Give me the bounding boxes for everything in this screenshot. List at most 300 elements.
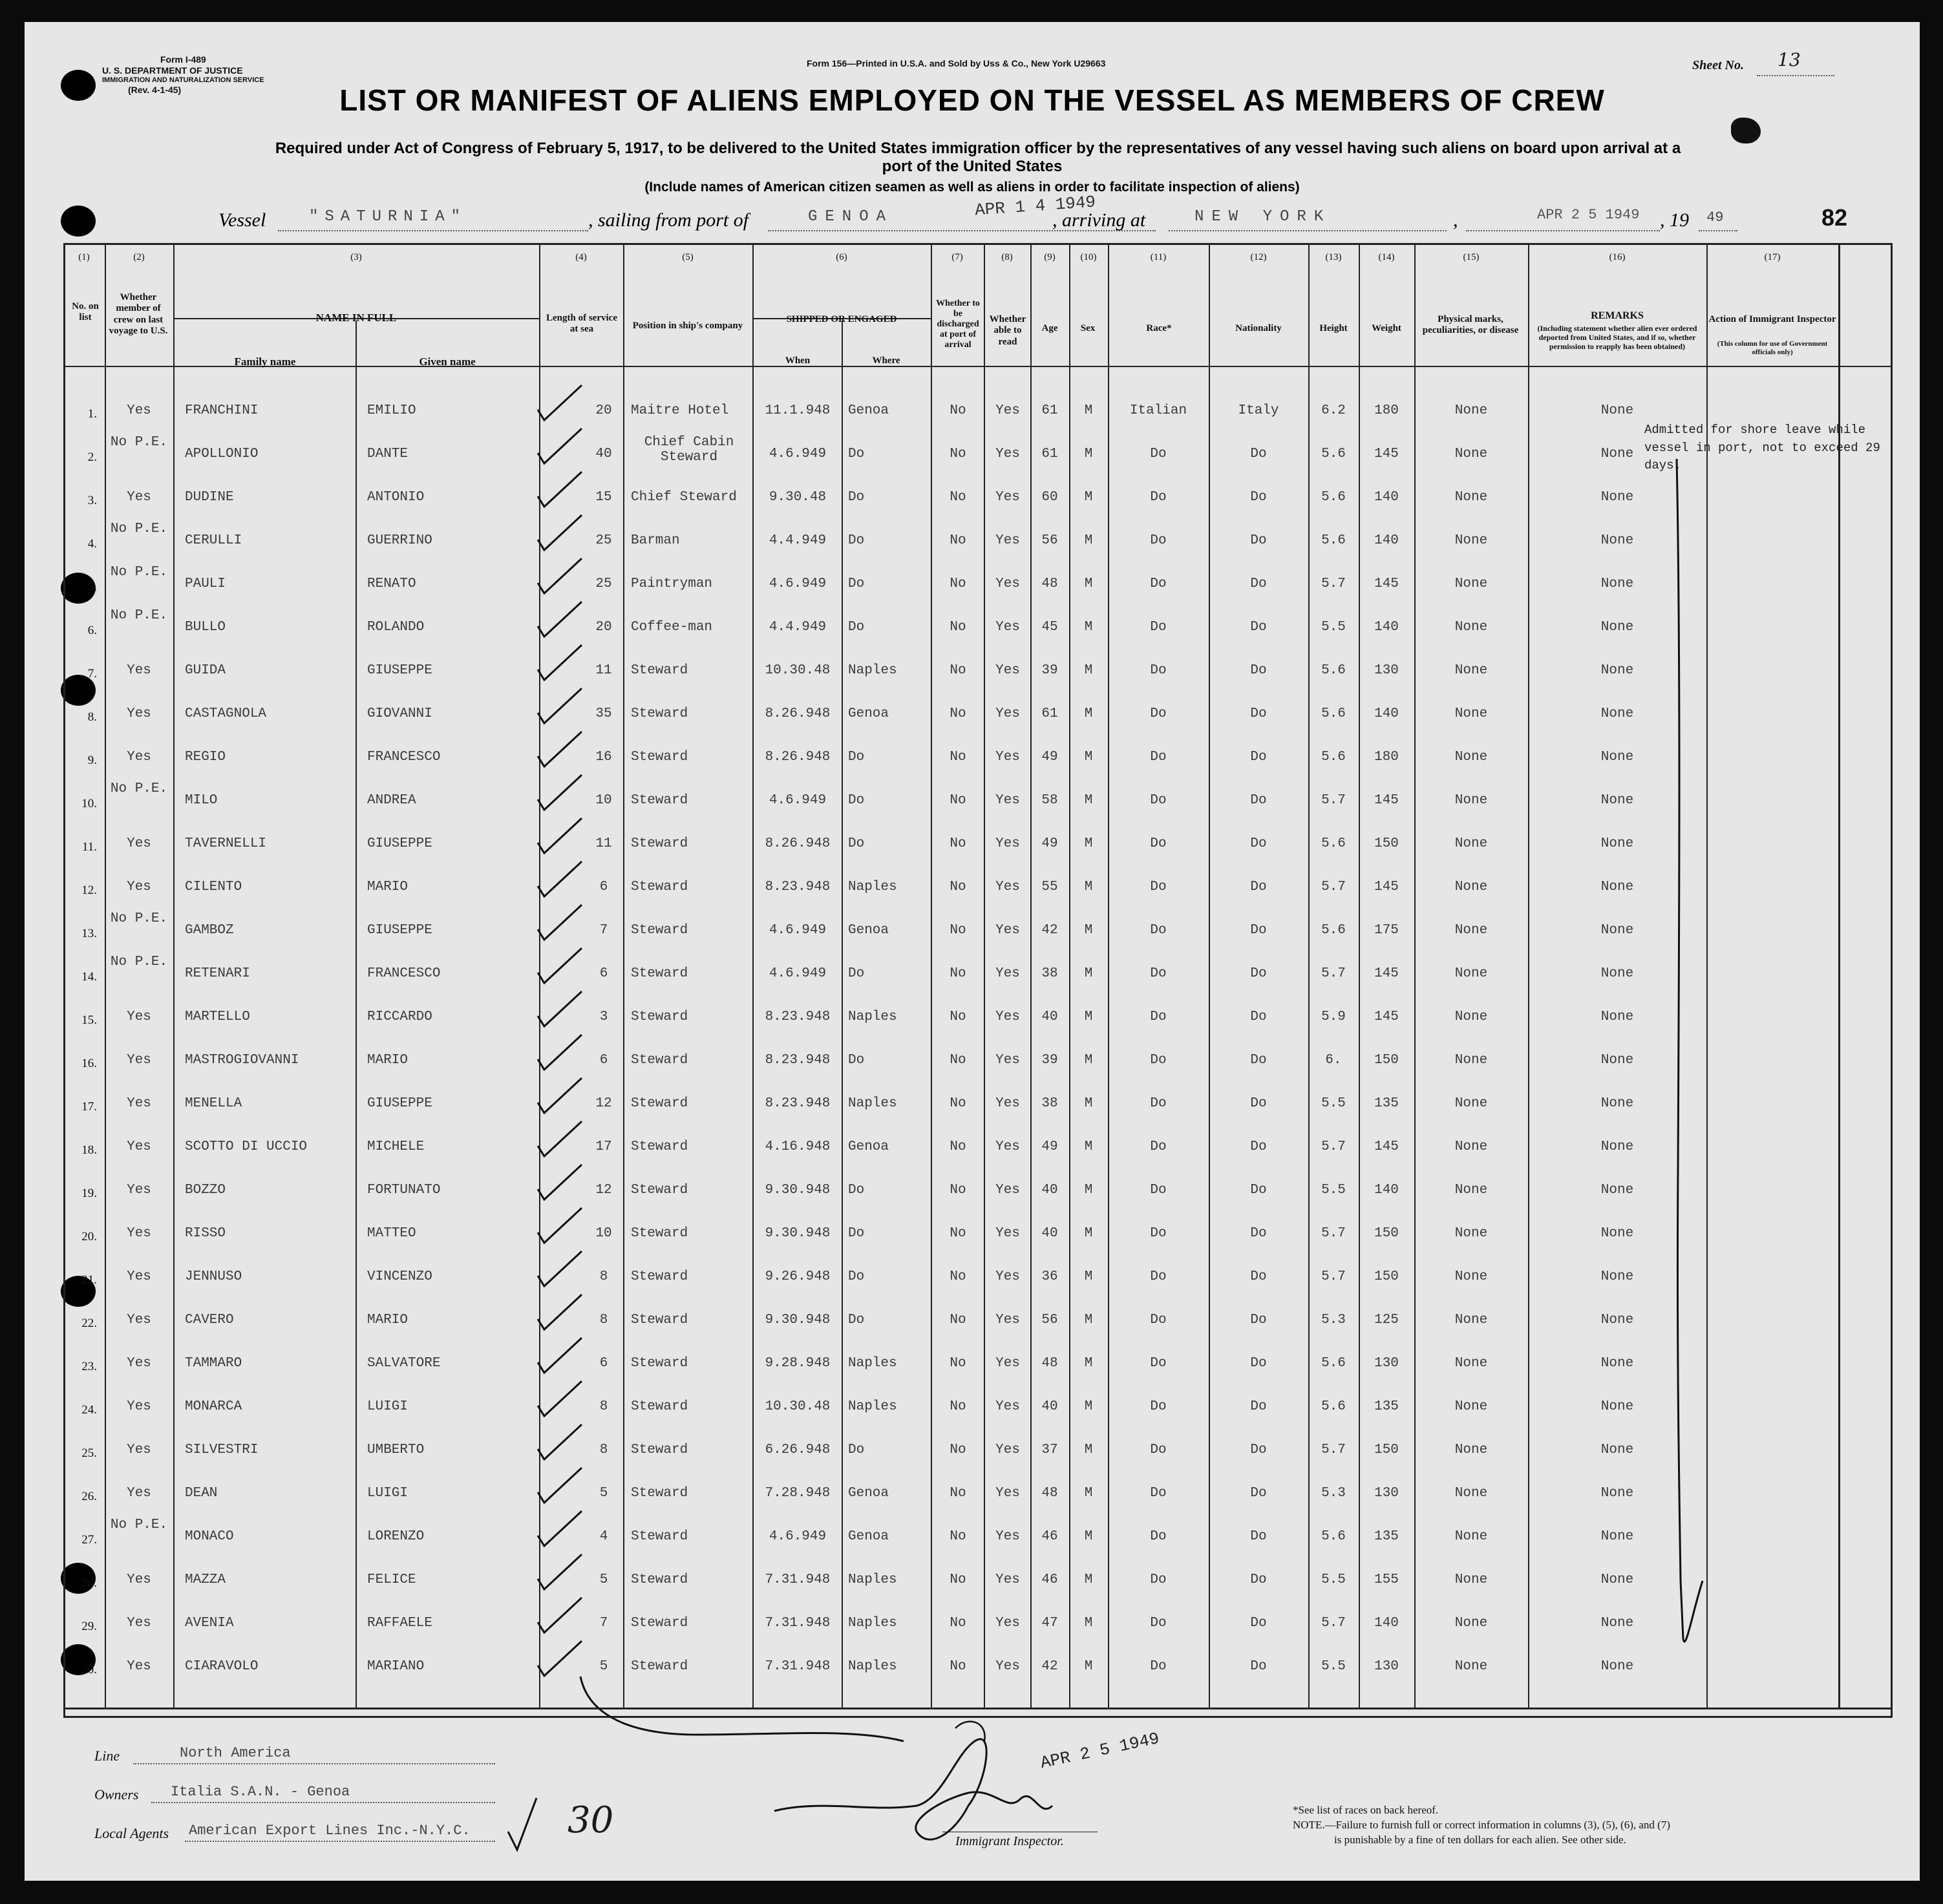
prev-voyage: No P.E. (110, 955, 168, 969)
given-name: SALVATORE (367, 1356, 441, 1371)
given-name: GUERRINO (367, 533, 432, 548)
height: 5.7 (1321, 1139, 1346, 1154)
height: 6. (1325, 1053, 1342, 1068)
physical-marks: None (1454, 706, 1488, 721)
col6-head: SHIPPED OR ENGAGED (786, 314, 897, 324)
race: Do (1150, 1096, 1167, 1111)
age: 37 (1041, 1443, 1058, 1457)
weight: 125 (1374, 1313, 1399, 1328)
physical-marks: None (1454, 1183, 1488, 1198)
prev-voyage: No P.E. (110, 608, 168, 623)
height: 5.6 (1321, 533, 1346, 548)
position: Steward (631, 1269, 688, 1284)
prev-voyage: Yes (127, 1226, 151, 1241)
column-number: (11) (1150, 252, 1167, 262)
race: Do (1150, 1183, 1167, 1198)
able-to-read: Yes (995, 663, 1020, 678)
family-name: DUDINE (185, 490, 234, 505)
physical-marks: None (1454, 1486, 1488, 1501)
family-name: AVENIA (185, 1616, 234, 1631)
row-number: 30. (81, 1663, 97, 1677)
shipped-when: 8.23.948 (765, 880, 831, 894)
owners-underline (151, 1802, 495, 1803)
port-to-line (1169, 230, 1447, 231)
height: 5.6 (1321, 706, 1346, 721)
position: Steward (631, 1572, 688, 1587)
height: 5.7 (1321, 1226, 1346, 1241)
physical-marks: None (1454, 1313, 1488, 1328)
shipped-when: 9.30.948 (765, 1313, 831, 1328)
check-mark (535, 1550, 587, 1596)
race: Do (1150, 1269, 1167, 1284)
discharged: No (950, 1572, 966, 1587)
department: U. S. DEPARTMENT OF JUSTICE (102, 65, 243, 76)
sex: M (1084, 1096, 1093, 1111)
age: 58 (1041, 793, 1058, 808)
agents-value: American Export Lines Inc.-N.Y.C. (189, 1823, 471, 1839)
check-mark (535, 425, 587, 470)
given-name: GIUSEPPE (367, 663, 432, 678)
row-number: 1. (87, 407, 97, 421)
arriving-label: , arriving at (1052, 209, 1146, 231)
remarks: None (1600, 663, 1634, 678)
able-to-read: Yes (995, 1010, 1020, 1024)
row-number: 18. (81, 1143, 97, 1157)
weight: 130 (1374, 663, 1399, 678)
height: 5.6 (1321, 836, 1346, 851)
race: Do (1150, 1529, 1167, 1544)
weight: 140 (1374, 490, 1399, 505)
comma: , (1453, 209, 1458, 231)
column-number: (16) (1609, 252, 1626, 262)
col7-head: Whether to be discharged at port of arrival (936, 299, 980, 350)
sex: M (1084, 706, 1093, 721)
weight: 130 (1374, 1356, 1399, 1371)
nationality: Do (1250, 1183, 1267, 1198)
col17-sub: (This column for use of Government officials only) (1717, 340, 1828, 356)
remarks: None (1600, 750, 1634, 765)
height: 5.7 (1321, 576, 1346, 591)
position: Steward (631, 1529, 688, 1544)
given-name: MARIO (367, 1053, 409, 1068)
position: Steward (631, 706, 688, 721)
given-name: FRANCESCO (367, 750, 441, 765)
year-value: 49 (1706, 209, 1724, 226)
discharged: No (950, 1616, 966, 1631)
line-label: Line (94, 1748, 120, 1764)
sex: M (1084, 836, 1093, 851)
nationality: Italy (1238, 403, 1279, 418)
given-name: FELICE (367, 1572, 416, 1587)
discharged: No (950, 1139, 966, 1154)
row-number: 26. (81, 1490, 97, 1503)
sex: M (1084, 663, 1093, 678)
age: 42 (1041, 923, 1058, 938)
height: 5.7 (1321, 1616, 1346, 1631)
prev-voyage: No P.E. (110, 435, 168, 450)
physical-marks: None (1454, 620, 1488, 635)
column-number: (7) (951, 252, 963, 262)
prev-voyage: Yes (127, 1356, 151, 1371)
family-name: MARTELLO (185, 1010, 250, 1024)
physical-marks: None (1454, 1572, 1488, 1587)
shipped-where: Do (848, 793, 865, 808)
able-to-read: Yes (995, 1529, 1020, 1544)
shipped-when: 7.31.948 (765, 1659, 831, 1674)
prev-voyage: Yes (127, 706, 151, 721)
race: Do (1150, 1313, 1167, 1328)
prev-voyage: Yes (127, 880, 151, 894)
sex: M (1084, 1139, 1093, 1154)
nationality: Do (1250, 880, 1267, 894)
shipped-where: Naples (848, 1356, 897, 1371)
race: Do (1150, 923, 1167, 938)
shipped-when: 4.6.949 (769, 447, 827, 461)
service-years: 8 (599, 1313, 608, 1328)
position: Steward (631, 1443, 688, 1457)
pen-stroke (568, 1664, 929, 1767)
shipped-where: Do (848, 836, 865, 851)
discharged: No (950, 1659, 966, 1674)
shipped-when: 7.28.948 (765, 1486, 831, 1501)
position: Steward (631, 663, 688, 678)
row-number: 16. (81, 1057, 97, 1070)
able-to-read: Yes (995, 533, 1020, 548)
year-line (1699, 230, 1737, 231)
family-name: SILVESTRI (185, 1443, 259, 1457)
check-mark (535, 814, 587, 860)
able-to-read: Yes (995, 966, 1020, 981)
discharged: No (950, 447, 966, 461)
revision: (Rev. 4-1-45) (128, 84, 182, 95)
sex: M (1084, 1659, 1093, 1674)
service-years: 11 (595, 836, 612, 851)
prev-voyage: Yes (127, 490, 151, 505)
able-to-read: Yes (995, 836, 1020, 851)
column-number: (2) (133, 252, 145, 262)
check-mark (535, 1421, 587, 1466)
service-years: 25 (595, 576, 612, 591)
row-number: 2. (87, 450, 97, 464)
shipped-when: 8.23.948 (765, 1053, 831, 1068)
shipped-where: Do (848, 576, 865, 591)
nationality: Do (1250, 576, 1267, 591)
remarks: None (1600, 1529, 1634, 1544)
col8-head: Whether able to read (989, 314, 1026, 347)
physical-marks: None (1454, 880, 1488, 894)
service-years: 8 (599, 1269, 608, 1284)
sex: M (1084, 1616, 1093, 1631)
nationality: Do (1250, 1486, 1267, 1501)
col4-head: Length of service at sea (546, 313, 617, 335)
given-name: GIOVANNI (367, 706, 432, 721)
row-number: 8. (87, 710, 97, 724)
given-name: GIUSEPPE (367, 836, 432, 851)
remarks: None (1600, 836, 1634, 851)
position: Steward (631, 793, 688, 808)
discharged: No (950, 620, 966, 635)
able-to-read: Yes (995, 1616, 1020, 1631)
race: Do (1150, 1139, 1167, 1154)
race: Do (1150, 1010, 1167, 1024)
check-mark (535, 771, 587, 816)
row-number: 3. (87, 494, 97, 507)
height: 5.5 (1321, 1572, 1346, 1587)
given-name: FRANCESCO (367, 966, 441, 981)
shipped-when: 7.31.948 (765, 1572, 831, 1587)
service-years: 6 (599, 1053, 608, 1068)
sex: M (1084, 1313, 1093, 1328)
col3-head: NAME IN FULL (315, 312, 397, 324)
remarks: None (1600, 1139, 1634, 1154)
col6b-head: Where (872, 355, 900, 366)
discharged: No (950, 1226, 966, 1241)
family-name: RETENARI (185, 966, 250, 981)
given-name: FORTUNATO (367, 1183, 441, 1198)
remarks: None (1600, 1053, 1634, 1068)
row-number: 22. (81, 1317, 97, 1330)
race: Do (1150, 490, 1167, 505)
check-mark (535, 468, 587, 513)
able-to-read: Yes (995, 490, 1020, 505)
physical-marks: None (1454, 447, 1488, 461)
able-to-read: Yes (995, 1269, 1020, 1284)
position: Steward (631, 750, 688, 765)
shipped-when: 8.23.948 (765, 1096, 831, 1111)
check-mark (535, 1464, 587, 1509)
family-name: BULLO (185, 620, 226, 635)
shipped-where: Genoa (848, 923, 889, 938)
nationality: Do (1250, 663, 1267, 678)
discharged: No (950, 1269, 966, 1284)
sex: M (1084, 793, 1093, 808)
sex: M (1084, 447, 1093, 461)
physical-marks: None (1454, 1139, 1488, 1154)
given-name: RICCARDO (367, 1010, 432, 1024)
discharged: No (950, 923, 966, 938)
stamp-arriving: APR 2 5 1949 (1537, 207, 1640, 223)
check-mark (535, 684, 587, 730)
shipped-where: Do (848, 966, 865, 981)
position: Steward (631, 1226, 688, 1241)
discharged: No (950, 750, 966, 765)
service-years: 5 (599, 1659, 608, 1674)
family-name: MAZZA (185, 1572, 226, 1587)
check-mark (535, 1117, 587, 1163)
shipped-when: 4.16.948 (765, 1139, 831, 1154)
check-mark (535, 511, 587, 556)
prev-voyage: Yes (127, 1139, 151, 1154)
physical-marks: None (1454, 663, 1488, 678)
service-years: 8 (599, 1443, 608, 1457)
col17-head: Action of Immigrant Inspector (1708, 314, 1836, 324)
family-name: MONACO (185, 1529, 234, 1544)
discharged: No (950, 1183, 966, 1198)
able-to-read: Yes (995, 1139, 1020, 1154)
shipped-where: Naples (848, 1616, 897, 1631)
age: 40 (1041, 1399, 1058, 1414)
discharged: No (950, 1010, 966, 1024)
service-years: 15 (595, 490, 612, 505)
nationality: Do (1250, 533, 1267, 548)
race: Do (1150, 750, 1167, 765)
height: 6.2 (1321, 403, 1346, 418)
shipped-when: 8.23.948 (765, 1010, 831, 1024)
discharged: No (950, 966, 966, 981)
shipped-where: Genoa (848, 403, 889, 418)
column-number: (9) (1044, 252, 1056, 262)
sex: M (1084, 1053, 1093, 1068)
prev-voyage: Yes (127, 1443, 151, 1457)
col16-head: REMARKS (1591, 310, 1644, 321)
col13-head: Height (1319, 323, 1348, 333)
race: Italian (1129, 403, 1187, 418)
position: Steward (631, 923, 688, 938)
discharged: No (950, 1313, 966, 1328)
col16-sub: (Including statement whether alien ever ordered deported from United States, and if so, whether permission to reapply has been obtained) (1537, 324, 1697, 351)
sex: M (1084, 750, 1093, 765)
vessel-line (278, 230, 588, 231)
nationality: Do (1250, 1356, 1267, 1371)
height: 5.7 (1321, 1443, 1346, 1457)
race: Do (1150, 1443, 1167, 1457)
shipped-where: Genoa (848, 1139, 889, 1154)
able-to-read: Yes (995, 793, 1020, 808)
prev-voyage: Yes (127, 1616, 151, 1631)
service-years: 16 (595, 750, 612, 765)
prev-voyage: Yes (127, 1313, 151, 1328)
prev-voyage: Yes (127, 1053, 151, 1068)
service-years: 4 (599, 1529, 608, 1544)
check-mark (535, 988, 587, 1033)
given-name: MARIO (367, 880, 409, 894)
age: 48 (1041, 1356, 1058, 1371)
shipped-when: 4.6.949 (769, 576, 827, 591)
shipped-where: Naples (848, 1010, 897, 1024)
row-number: 11. (81, 840, 97, 854)
age: 40 (1041, 1010, 1058, 1024)
race: Do (1150, 533, 1167, 548)
check-mark (535, 1204, 587, 1249)
shipped-where: Do (848, 1443, 865, 1457)
height: 5.6 (1321, 923, 1346, 938)
position: Barman (631, 533, 680, 548)
age: 49 (1041, 1139, 1058, 1154)
physical-marks: None (1454, 1096, 1488, 1111)
physical-marks: None (1454, 793, 1488, 808)
position: Steward (631, 1183, 688, 1198)
shipped-where: Do (848, 1053, 865, 1068)
age: 39 (1041, 1053, 1058, 1068)
position: Steward (631, 1399, 688, 1414)
check-mark (535, 555, 587, 600)
race: Do (1150, 966, 1167, 981)
physical-marks: None (1454, 1529, 1488, 1544)
weight: 155 (1374, 1572, 1399, 1587)
able-to-read: Yes (995, 880, 1020, 894)
prev-voyage: No P.E. (110, 911, 168, 926)
nationality: Do (1250, 1096, 1267, 1111)
weight: 135 (1374, 1399, 1399, 1414)
physical-marks: None (1454, 1356, 1488, 1371)
able-to-read: Yes (995, 750, 1020, 765)
owners-value: Italia S.A.N. - Genoa (171, 1784, 350, 1800)
vessel-label: Vessel (218, 209, 266, 231)
discharged: No (950, 836, 966, 851)
position: Chief Steward (631, 490, 737, 505)
remarks: None (1600, 1616, 1634, 1631)
position: Steward (631, 1616, 688, 1631)
nationality: Do (1250, 620, 1267, 635)
physical-marks: None (1454, 403, 1488, 418)
shipped-where: Do (848, 490, 865, 505)
weight: 140 (1374, 620, 1399, 635)
race: Do (1150, 576, 1167, 591)
position: Steward (631, 1096, 688, 1111)
shipped-when: 9.30.48 (769, 490, 827, 505)
given-name: LUIGI (367, 1399, 409, 1414)
family-name: SCOTTO DI UCCIO (185, 1139, 308, 1154)
physical-marks: None (1454, 1616, 1488, 1631)
prev-voyage: Yes (127, 403, 151, 418)
service: IMMIGRATION AND NATURALIZATION SERVICE (102, 76, 264, 84)
given-name: ANTONIO (367, 490, 425, 505)
shipped-where: Do (848, 1183, 865, 1198)
subtitle-law: Required under Act of Congress of February 5, 1917, to be delivered to the United States immigration officer by the representatives of any vessel having such aliens on board upon arrival at a (275, 140, 1681, 157)
col15-head: Physical marks, peculiarities, or disease (1422, 314, 1519, 336)
check-mark (535, 901, 587, 946)
weight: 145 (1374, 880, 1399, 894)
position: Paintryman (631, 576, 713, 591)
check-mark (535, 1291, 587, 1336)
age: 60 (1041, 490, 1058, 505)
shipped-when: 9.30.948 (765, 1226, 831, 1241)
discharged: No (950, 793, 966, 808)
column-number: (4) (575, 252, 587, 262)
sex: M (1084, 403, 1093, 418)
row-number: 21. (81, 1273, 97, 1287)
nationality: Do (1250, 1053, 1267, 1068)
shipped-when: 8.26.948 (765, 706, 831, 721)
check-mark (535, 1074, 587, 1119)
check-mark (535, 641, 587, 686)
col3a-head: Family name (234, 355, 296, 368)
crew-count: 30 (568, 1799, 614, 1841)
position: Steward (631, 1139, 688, 1154)
shipped-where: Naples (848, 1572, 897, 1587)
row-number: 14. (81, 970, 97, 984)
nationality: Do (1250, 750, 1267, 765)
col9-head: Age (1041, 323, 1058, 333)
discharged: No (950, 403, 966, 418)
sex: M (1084, 533, 1093, 548)
able-to-read: Yes (995, 1313, 1020, 1328)
service-years: 12 (595, 1096, 612, 1111)
age: 48 (1041, 1486, 1058, 1501)
footer-stamp: APR 2 5 1949 (1038, 1728, 1162, 1773)
service-years: 35 (595, 706, 612, 721)
sex: M (1084, 1356, 1093, 1371)
sheet-no-label: Sheet No. (1692, 58, 1744, 72)
column-number: (1) (78, 252, 90, 262)
page-title: LIST OR MANIFEST OF ALIENS EMPLOYED ON THE VESSEL AS MEMBERS OF CREW (339, 83, 1605, 117)
date-line (1466, 230, 1660, 231)
age: 56 (1041, 1313, 1058, 1328)
nationality: Do (1250, 1572, 1267, 1587)
weight: 150 (1374, 1269, 1399, 1284)
service-years: 8 (599, 1399, 608, 1414)
remarks: None (1600, 447, 1634, 461)
